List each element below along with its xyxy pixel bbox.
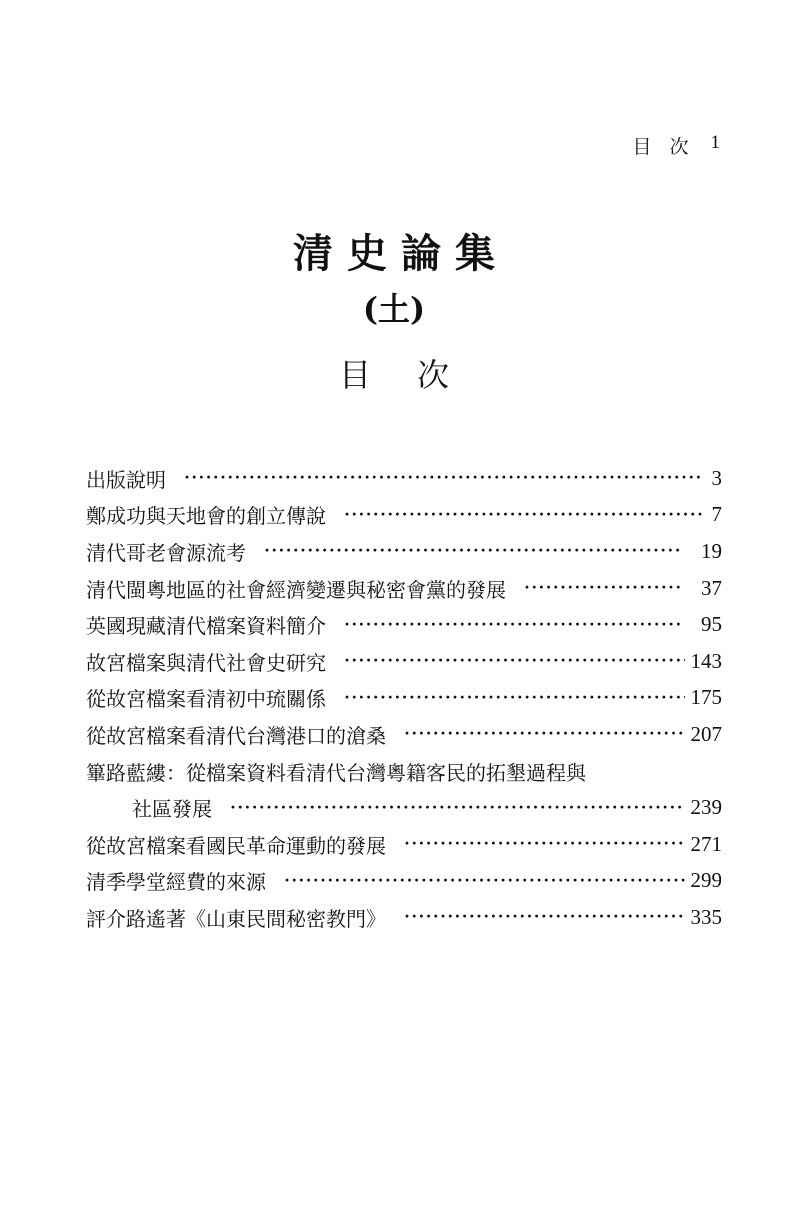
toc-entry[interactable] — [86, 826, 722, 863]
toc-entry[interactable] — [86, 863, 722, 900]
toc-entry-page: 239 — [690, 795, 722, 820]
toc-entry-title: 從故宮檔案看清代台灣港口的滄桑 — [86, 723, 386, 748]
toc-entry-multiline-continuation[interactable] — [86, 789, 722, 826]
leader-dots — [404, 907, 685, 925]
toc-entry-page: 37 — [701, 575, 722, 600]
toc-entry[interactable] — [86, 899, 722, 936]
toc-entry-page: 95 — [701, 612, 722, 637]
toc-entry-page: 3 — [711, 465, 722, 490]
leader-dots — [344, 615, 681, 633]
toc-entry[interactable] — [86, 680, 722, 717]
toc-entry-title: 評介路遙著《山東民間秘密教門》 — [86, 906, 386, 931]
toc-entry[interactable] — [86, 716, 722, 753]
leader-dots — [404, 834, 685, 852]
toc-heading: 目次 — [338, 356, 495, 394]
toc-entry[interactable] — [86, 606, 722, 643]
toc-entry-page: 7 — [711, 502, 722, 527]
toc-entry-page: 207 — [690, 721, 722, 746]
toc-entry-page: 271 — [690, 831, 722, 856]
book-title: 清史論集 — [293, 230, 509, 277]
toc-entry[interactable] — [86, 570, 722, 607]
leader-dots — [230, 798, 685, 816]
toc-entry-page: 335 — [690, 904, 722, 929]
toc-entry-title: 清代閩粵地區的社會經濟變遷與秘密會黨的發展 — [86, 577, 506, 602]
toc-entry-title: 鄭成功與天地會的創立傳說 — [86, 504, 326, 529]
volume-number: (土) — [362, 290, 426, 328]
toc-entry-title: 清代哥老會源流考 — [86, 540, 246, 565]
toc-entry-title: 出版說明 — [86, 467, 166, 492]
toc-entry[interactable] — [86, 460, 722, 497]
toc-entry[interactable] — [86, 643, 722, 680]
toc-entry-page: 143 — [690, 648, 722, 673]
leader-dots — [264, 541, 681, 559]
leader-dots — [344, 505, 702, 523]
toc-entry-title: 從故宮檔案看國民革命運動的發展 — [86, 833, 386, 858]
table-of-contents — [86, 460, 722, 936]
toc-entry-page: 299 — [690, 868, 722, 893]
toc-entry-title: 從故宮檔案看清初中琉關係 — [86, 687, 326, 712]
toc-entry-title: 英國現藏清代檔案資料簡介 — [86, 614, 326, 639]
leader-dots — [344, 688, 685, 706]
toc-entry[interactable] — [86, 533, 722, 570]
running-header — [632, 132, 720, 159]
leader-dots — [524, 578, 681, 596]
toc-entry-title-continuation: 社區發展 — [132, 797, 212, 822]
toc-entry[interactable] — [86, 497, 722, 534]
toc-entry-page: 175 — [690, 685, 722, 710]
toc-entry-title: 故宮檔案與清代社會史研究 — [86, 650, 326, 675]
running-header-label: 目次 — [632, 137, 707, 158]
toc-entry-title: 清季學堂經費的來源 — [86, 870, 266, 895]
toc-entry-multiline-first[interactable] — [86, 753, 722, 790]
leader-dots — [344, 651, 685, 669]
running-header-page-number: 1 — [710, 132, 720, 153]
leader-dots — [184, 468, 702, 486]
toc-entry-title: 篳路藍縷：從檔案資料看清代台灣粵籍客民的拓墾過程與 — [86, 760, 586, 785]
toc-entry-page: 19 — [701, 538, 722, 563]
leader-dots — [284, 871, 685, 889]
leader-dots — [404, 724, 685, 742]
